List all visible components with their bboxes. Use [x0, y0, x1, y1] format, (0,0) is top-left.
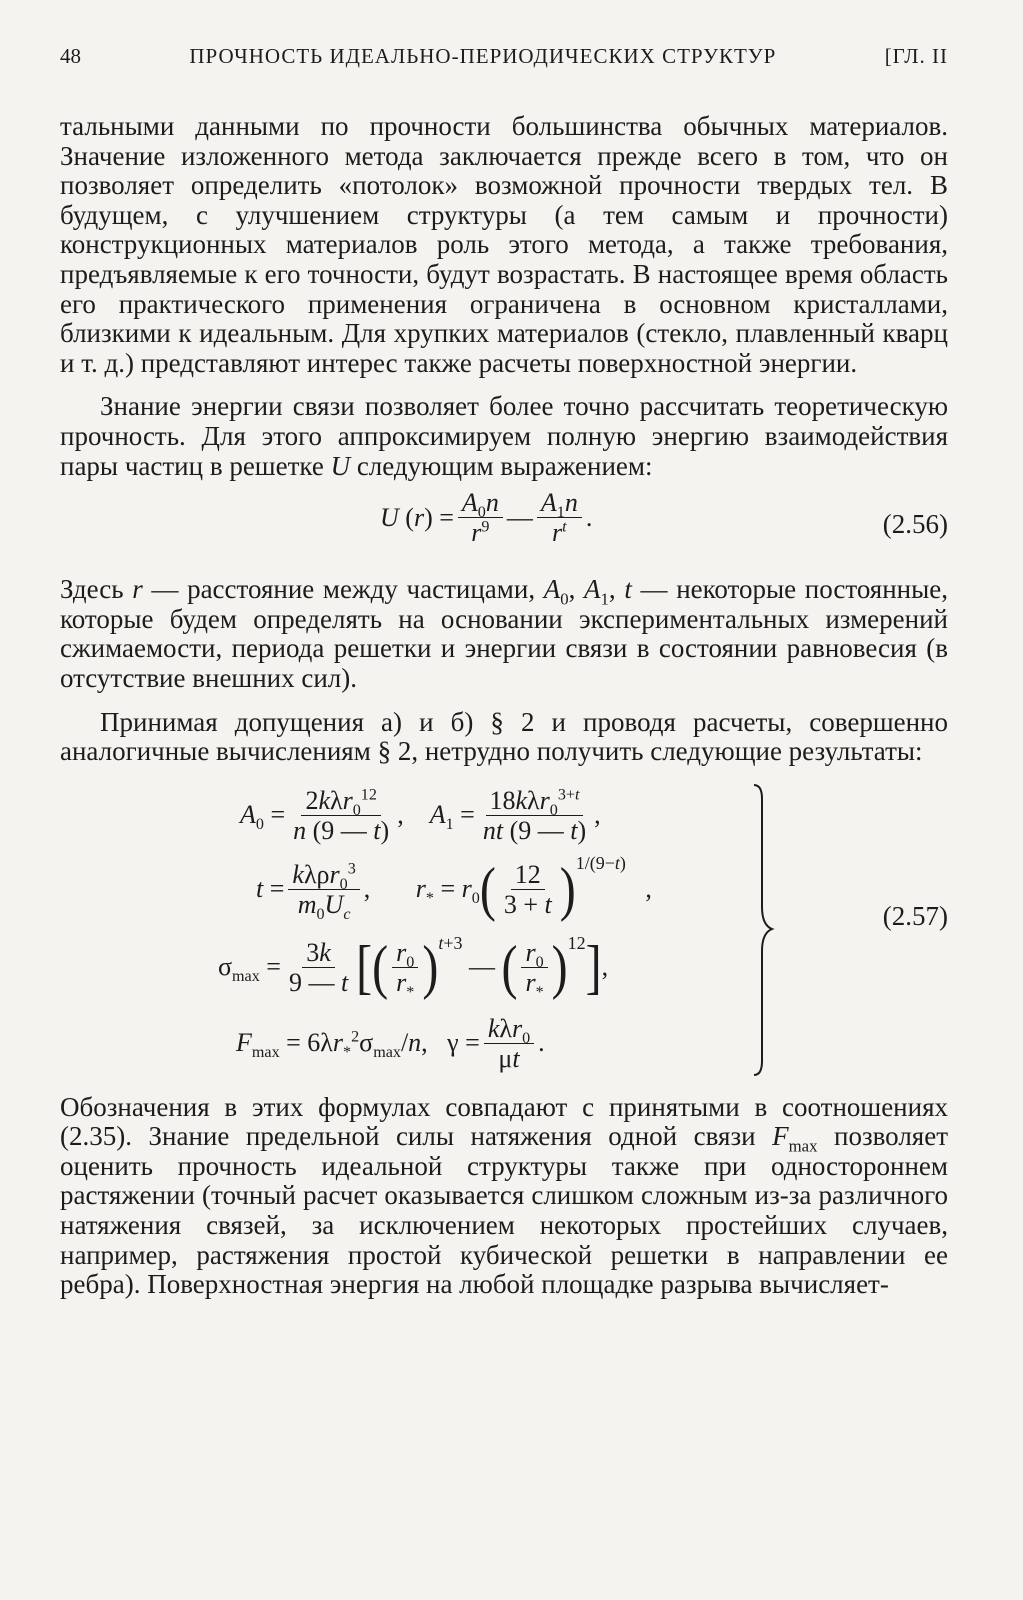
- equation-row-2: t = $\frac{k\lambda\rho r_0^3}{m_0U_c}$ , $r_* = r_0$ ( $\frac{12}{3 + t}$ ) 1/(9−t) ,: [256, 852, 652, 924]
- paragraph-3: Здесь r — расстояние между частицами, $A_0$, $A_1$, t — некоторые постоянные, которые будем определять на основании экспериментальных измерений сжимаемости, периода решетки и энергии связи в состоянии равновесия (в отсутствие внешних сил).: [60, 574, 948, 693]
- paragraph-2-text-b: следующим выражением:: [356, 450, 653, 481]
- paragraph-2: [60, 392, 948, 481]
- equation-row-4: $F_{max} = 6\lambda r_*^2\sigma_{max}/n$, γ = $\frac{k\lambda r_0}{\mu t}$ .: [236, 1013, 545, 1073]
- equation-row-1: $A_0$ = $\frac{2k\lambda r_0^{12}}{n (9 — t)}$ , $A_1$ = $\frac{18k\lambda r_0^{3+t}}{nt (9 — t)}$ ,: [240, 785, 601, 845]
- equation-2-56-body: U (r) = $\frac{A_0n}{r^9}$ — $\frac{A_1n}{r^t}$ .: [380, 488, 593, 548]
- paragraph-4: Принимая допущения а) и б) § 2 и проводя расчеты, совершенно аналогичные вычислениям § 2, нетрудно получить следующие результаты:: [60, 706, 948, 767]
- paragraph-5-text-b: позволяет оценить прочность идеальной структуры также при одностороннем растяжении (точный расчет оказывается слишком сложным из-за различного натяжения связей, за исключением некоторых простейших случаев, например, растяжения простой кубической решетки в направлении ее ребра). Поверхностная энергия на любой площадке разрыва вычисляет-: [60, 1121, 948, 1300]
- paragraph-3-text-b: — расстояние между частицами,: [151, 574, 536, 605]
- paragraph-3-text-a: Здесь: [60, 574, 124, 605]
- running-header: [60, 44, 948, 88]
- paragraph-2-text-a: Знание энергии связи позволяет более точно рассчитать теоретическую прочность. Для этого аппроксимируем полную энергию взаимодействия пары частиц в решетке: [60, 391, 948, 481]
- book-page: [60, 44, 948, 1300]
- page-number: 48: [60, 44, 81, 68]
- equation-system-2-57: [60, 779, 948, 1079]
- equation-number-2-56: (2.56): [882, 509, 948, 540]
- equation-row-3: $\sigma_{max}$ = $\frac{3k}{9 — t}$ [ ( $\frac{r_0}{r_*}$ ) t+3 — ( $\frac{r_0}{r_*}$ ) 12 ] ,: [218, 932, 609, 1002]
- paragraph-2-var-u: U: [330, 450, 351, 481]
- chapter-label: [ГЛ. II: [884, 44, 948, 68]
- equation-number-2-57: (2.57): [882, 900, 948, 931]
- paragraph-5-text-a: Обозначения в этих формулах совпадают с принятыми в соотношениях (2.35). Знание предельной силы натяжения одной связи: [60, 1091, 948, 1152]
- right-brace-icon: [750, 779, 780, 1079]
- paragraph-1: тальными данными по прочности большинства обычных материалов. Значение изложенного метода заключается прежде всего в том, что он позволяет определить «потолок» возможной прочности твердых тел. В будущем, с улучшением структуры (а тем самым и прочности) конструкционных материалов роль этого метода, а также требования, предъявляемые к его точности, будут возрастать. В настоящее время область его практического применения ограничена в основном кристаллами, близкими к идеальным. Для хрупких материалов (стекло, плавленный кварц и т. д.) представляют интерес также расчеты поверхностной энергии.: [60, 111, 948, 378]
- equation-2-56: [60, 487, 948, 561]
- paragraph-3-text-c: — некоторые постоянные, которые будем определять на основании экспериментальных измерений сжимаемости, периода решетки и энергии связи в состоянии равновесия (в отсутствие внешних сил).: [60, 574, 948, 693]
- paragraph-5: Обозначения в этих формулах совпадают с принятыми в соотношениях (2.35). Знание предельной силы натяжения одной связи $F_{max}$ позволяет оценить прочность идеальной структуры также при одностороннем растяжении (точный расчет оказывается слишком сложным из-за различного натяжения связей, за исключением некоторых простейших случаев, например, растяжения простой кубической решетки в направлении ее ребра). Поверхностная энергия на любой площадке разрыва вычисляет-: [60, 1091, 948, 1300]
- running-title: ПРОЧНОСТЬ ИДЕАЛЬНО-ПЕРИОДИЧЕСКИХ СТРУКТУР: [189, 44, 777, 68]
